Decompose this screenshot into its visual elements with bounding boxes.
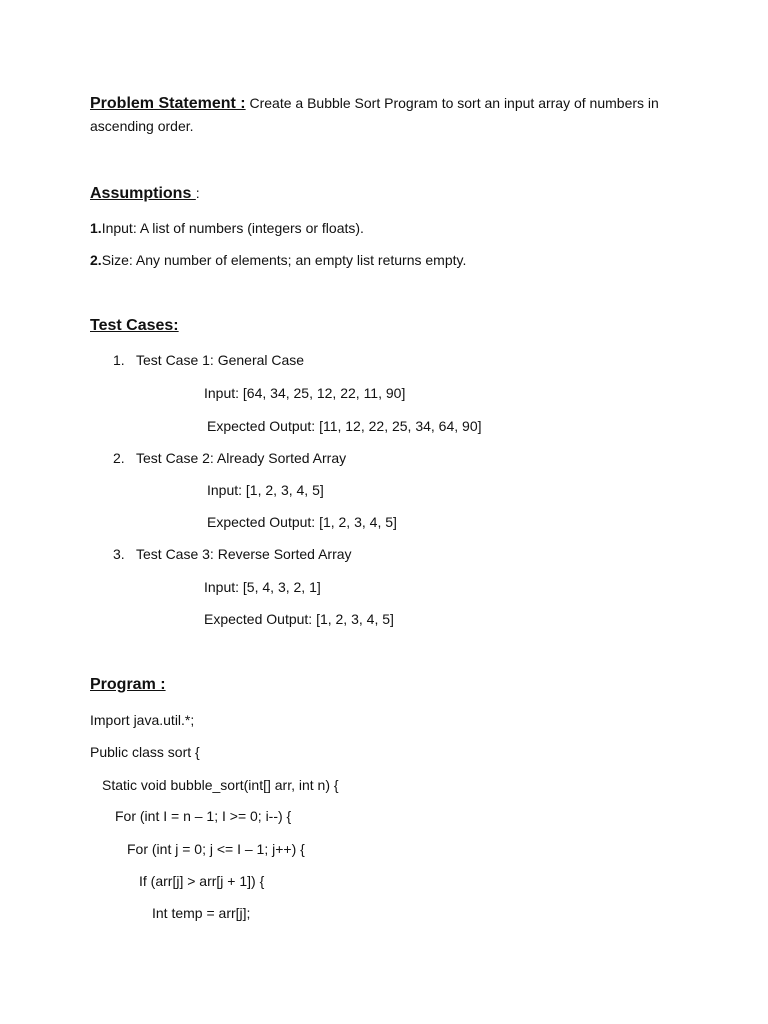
assumptions-heading-line (90, 184, 200, 203)
code-line: Int temp = arr[j]; (152, 905, 251, 921)
assumption-number: 1. (90, 220, 102, 236)
program-heading: Program : (90, 676, 166, 693)
assumption-item (90, 251, 466, 269)
test-case-input: Input: [64, 34, 25, 12, 22, 11, 90] (204, 385, 406, 401)
assumptions-heading: Assumptions (90, 185, 196, 202)
code-line: For (int j = 0; j <= I – 1; j++) { (127, 841, 305, 857)
problem-statement-heading: Problem Statement : (90, 95, 246, 112)
test-case-number: 2. (113, 450, 125, 466)
test-case-number: 1. (113, 352, 125, 368)
assumption-number: 2. (90, 252, 102, 268)
test-case-number: 3. (113, 546, 125, 562)
assumption-text: Size: Any number of elements; an empty list returns empty. (101, 252, 467, 268)
test-cases-heading: Test Cases: (90, 317, 179, 334)
problem-statement (90, 92, 690, 138)
code-line: Import java.util.*; (90, 712, 195, 728)
test-case-title: Test Case 2: Already Sorted Array (136, 450, 347, 466)
test-case-title: Test Case 1: General Case (136, 352, 305, 368)
assumption-item (90, 219, 364, 237)
test-case-expected: Expected Output: [11, 12, 22, 25, 34, 64, 90] (207, 418, 482, 434)
code-line: If (arr[j] > arr[j + 1]) { (139, 873, 265, 889)
test-case-input: Input: [1, 2, 3, 4, 5] (207, 482, 324, 498)
code-line: For (int I = n – 1; I >= 0; i--) { (115, 808, 292, 824)
test-case-title: Test Case 3: Reverse Sorted Array (136, 546, 352, 562)
code-line: Public class sort { (90, 744, 200, 760)
assumption-text: Input: A list of numbers (integers or floats). (101, 220, 364, 236)
code-line: Static void bubble_sort(int[] arr, int n) { (102, 777, 339, 793)
test-case-expected: Expected Output: [1, 2, 3, 4, 5] (204, 611, 394, 627)
test-case-expected: Expected Output: [1, 2, 3, 4, 5] (207, 514, 397, 530)
test-case-input: Input: [5, 4, 3, 2, 1] (204, 579, 321, 595)
problem-statement-text: Create a Bubble Sort Program to sort an input array of numbers in ascending order. (90, 95, 659, 134)
assumptions-colon: : (195, 185, 200, 201)
